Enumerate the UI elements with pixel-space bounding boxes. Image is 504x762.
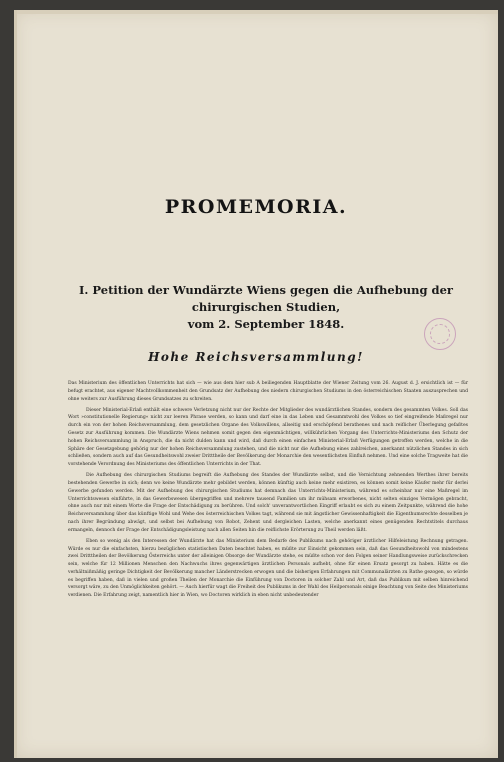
document-title: PROMEMORIA. (164, 196, 348, 218)
body-text (68, 380, 468, 603)
salutation: Hohe Reichsversammlung! (148, 350, 364, 364)
library-stamp-icon (424, 318, 456, 350)
paragraph: Dieser Ministerial-Erlaß enthält eine schwere Verletzung nicht nur der Rechte der Mitglieder des wundärztlichen Standes, sondern des gesammten Volkes. Soll das Wort »constitutionelle Regierung« nicht zur leeren Phrase werden, so kann und darf eine in das Leben und Gesammtwohl des Volkes so tief eingreifende Maßregel nur durch ein von der hohen Reichsversammlung, dem gesetzlichen Organe des Volkswillens, allseitig und erschöpfend berathenes und nach reiflicher Überlegung gefaßtes Gesetz zur Ausführung kommen. Die Wundärzte Wiens nehmen somit gegen den eigenmächtigen, willkührlichen Vorgang des Unterrichts-Ministeriums den Schutz der hohen Reichsversammlung in Anspruch, die da nicht dulden kann und wird, daß durch einen einfachen Ministerial-Erlaß Verfügungen getroffen werden, welche in die Sphäre der Gesetzgebung gehörig nur der hohen Reichsversammlung zustehen, und die nicht nur die Aufhebung eines zahlreichen, anerkannt nützlichen Standes in sich schließen, sondern auch auf das Gesundheitswohl zweier Dritttheile der Bevölkerung der Monarchie den wesentlichsten Einfluß nehmen. Und eine solche Tragweite hat die vorstehende Verordnung des Ministeriums des öffentlichen Unterrichts in der That. (68, 407, 468, 468)
paragraph: Eben so wenig als den Interessen der Wundärzte hat das Ministerium dem Bedarfe des Publikums nach gehöriger ärztlicher Hilfeleistung Rechnung getragen. Würde es nur die einfachsten, hierzu bezüglichen statistischen Daten beachtet haben, es müßte zur Einsicht gekommen sein, daß das Gesundheitswohl von mindestens zwei Dritttheilen der Bevölkerung Österreichs unter der alleinigen Obsorge der Wundärzte stehe, es müßte schon vor den Folgen seiner Handlungsweise zurückschrecken sein, welche für 12 Millionen Menschen den Nachwuchs ihres gegenwärtigen ärztlichen Personals aufhebt, ohne für einen Ersatz gesorgt zu haben. Hätte es die verhältnißmäßig geringe Dichtigkeit der Bevölkerung mancher Länderstrecken erwogen und die bisherigen Erfahrungen mit Communalärzten zu Rathe gezogen, so würde es begriffen haben, daß in vielen und großen Theilen der Monarchie die Einführung von Doctoren in solcher Zahl und Art, daß das Publikum mit selben hinreichend versorgt wäre, zu den Unmöglichkeiten gehört. — Auch hierfür wagt die Freiheit des Publikums in der Wahl des Heilpersonals einige Beachtung von Seite des Ministeriums verdienen. Die Erfahrung zeigt, namentlich hier in Wien, wo Doctoren wirklich in eben nicht unbedeutender (68, 538, 468, 599)
paragraph: Die Aufhebung des chirurgischen Studiums begreift die Aufhebung des Standes der Wundärzte selbst, und die Vernichtung zehnenden Werthes ihrer bereits bestehenden Gewerbe in sich; denn wo keine Wundärzte mehr gebildet werden, können künftig auch keine mehr existiren, es können somit keine Käufer mehr für derlei Gewerbe gefunden werden. Mit der Aufhebung des chirurgischen Studiums hat demnach das Unterrichts-Ministerium, während es scheinbar nur eine Maßregel im Unterrichtswesen einführte, in das Gewerbswesen übergegriffen und mehrere tausend Familien um ihr mühsam erworbenes, nicht selten einziges Vermögen gebracht, ohne auch nur mit einem Worte die Frage der Entschädigung zu berühren. Und solch' unverantwortlichen Eingriff erlaubt es sich zu einem Zeitpunkte, während die hohe Reichsversammlung über das künftige Wohl und Wehe des österreichischen Volkes tagt, während sie mit ängstlicher Gewissenhaftigkeit die Eigenthumsrechte desselben je nach ihrer Begründung abwägt, und selbst bei Aufhebung von Robot, Zehent und dergleichen Lasten, welche anerkannt eines genügenden Rechtstitels durchaus ermangeln, dennoch der Frage der Entschädigungsleistung nach allen Seiten hin die reiflichste Erörterung zu Theil werden läßt. (68, 473, 468, 533)
document-sheet (14, 10, 498, 758)
sheet-top-edge (14, 10, 498, 14)
petition-heading (74, 282, 458, 333)
petition-line: I. Petition der Wundärzte Wiens gegen die Aufhebung der chirurgischen Studien, (79, 283, 453, 314)
sheet-left-edge (14, 10, 17, 758)
petition-date: vom 2. September 1848. (187, 317, 345, 331)
paragraph: Das Ministerium des öffentlichen Unterrichts hat sich — wie aus dem hier sub A beiliegenden Hauptblatte der Wiener Zeitung vom 26. August d. J. ersichtlich ist — für befugt erachtet, aus eigener Machtvollkommenheit den Grundsatz der Aufhebung des niedern chirurgischen Studiums in den österreichischen Staaten auszusprechen und ohne weiters zur Ausführung dieses Grundsatzes zu schreiten. (68, 381, 468, 402)
